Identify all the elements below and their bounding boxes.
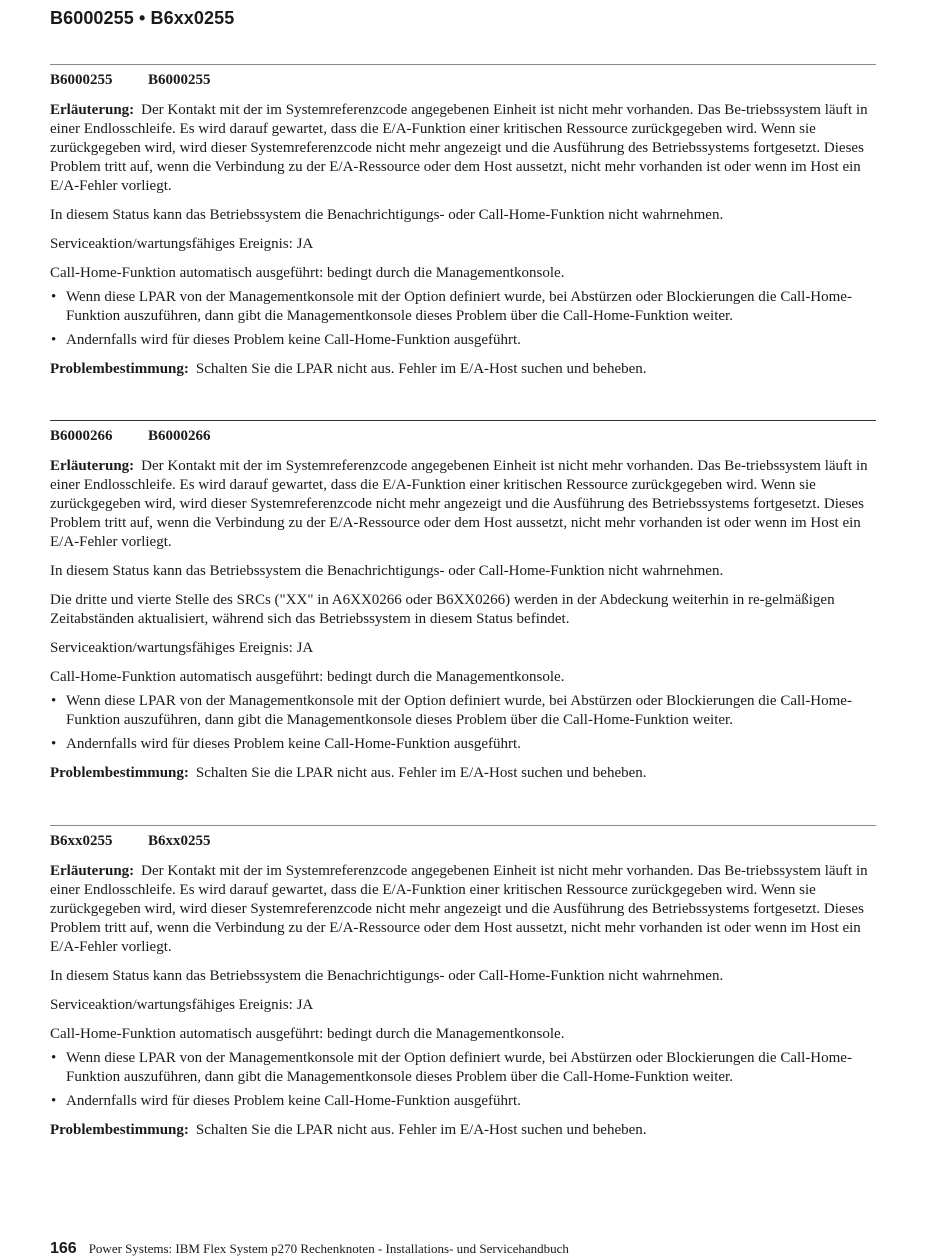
- call-home-note: Call-Home-Funktion automatisch ausgeführt: bedingt durch die Managementkonsole.: [50, 669, 565, 685]
- src-entry-b6000255: [50, 64, 876, 389]
- section-divider: [50, 825, 876, 826]
- explanation-label: Erläuterung:: [50, 458, 135, 474]
- src-code-alt: B6000266: [148, 428, 211, 444]
- list-item: • Andernfalls wird für dieses Problem keine Call-Home-Funktion ausgeführt.: [50, 331, 876, 350]
- list-item: • Andernfalls wird für dieses Problem keine Call-Home-Funktion ausgeführt.: [50, 1092, 876, 1111]
- explanation-text: Der Kontakt mit der im Systemreferenzcode angegebenen Einheit ist nicht mehr vorhanden. Das Be-triebssystem läuft in einer Endlosschleife. Es wird darauf gewartet, dass die E/A-Funktion einer kritischen Ressource zurückgegeben wird. Wenn sie zurückgegeben wird, wird dieser Systemreferenzcode nicht mehr angezeigt und die Ausführung des Betriebssystems fortgesetzt. Dieses Problem tritt auf, wenn die Verbindung zu der E/A-Ressource oder dem Host aussetzt, nicht mehr vorhanden ist oder wenn im Host ein E/A-Fehler vorliegt.: [50, 458, 868, 550]
- explanation-text: Der Kontakt mit der im Systemreferenzcode angegebenen Einheit ist nicht mehr vorhanden. Das Be-triebssystem läuft in einer Endlosschleife. Es wird darauf gewartet, dass die E/A-Funktion einer kritischen Ressource zurückgegeben wird. Wenn sie zurückgegeben wird, wird dieser Systemreferenzcode nicht mehr angezeigt und die Ausführung des Betriebssystems fortgesetzt. Dieses Problem tritt auf, wenn die Verbindung zu der E/A-Ressource oder dem Host aussetzt, nicht mehr vorhanden ist oder wenn im Host ein E/A-Fehler vorliegt.: [50, 863, 868, 955]
- problem-text: Schalten Sie die LPAR nicht aus. Fehler im E/A-Host suchen und beheben.: [195, 361, 647, 377]
- src-code-heading: [50, 71, 876, 90]
- call-home-note: Call-Home-Funktion automatisch ausgeführt: bedingt durch die Managementkonsole.: [50, 265, 565, 281]
- problem-label: Problembestimmung:: [50, 765, 189, 781]
- list-item: • Wenn diese LPAR von der Managementkonsole mit der Option definiert wurde, bei Abstürzen oder Blockierungen die Call-Home-Funktion auszuführen, dann gibt die Managementkonsole dieses Problem über die Call-Home-Funktion weiter.: [50, 1049, 876, 1087]
- list-item: • Wenn diese LPAR von der Managementkonsole mit der Option definiert wurde, bei Abstürzen oder Blockierungen die Call-Home-Funktion auszuführen, dann gibt die Managementkonsole dieses Problem über die Call-Home-Funktion weiter.: [50, 288, 876, 326]
- explanation-label: Erläuterung:: [50, 102, 135, 118]
- problem-label: Problembestimmung:: [50, 1122, 189, 1138]
- src-code-alt: B6000255: [148, 72, 211, 88]
- service-action: Serviceaktion/wartungsfähiges Ereignis: JA: [50, 236, 314, 252]
- problem-text: Schalten Sie die LPAR nicht aus. Fehler im E/A-Host suchen und beheben.: [195, 1122, 647, 1138]
- call-home-list: [50, 288, 876, 350]
- src-update-note: Die dritte und vierte Stelle des SRCs ("XX" in A6XX0266 oder B6XX0266) werden in der Abdeckung weiterhin in re-gelmäßigen Zeitabständen aktualisiert, während sich das Betriebssystem in diesem Status befindet.: [50, 592, 835, 627]
- page-header-title: B6000255 • B6xx0255: [50, 8, 235, 28]
- problem-label: Problembestimmung:: [50, 361, 189, 377]
- status-note: In diesem Status kann das Betriebssystem die Benachrichtigungs- oder Call-Home-Funktion nicht wahrnehmen.: [50, 968, 724, 984]
- explanation-text: Der Kontakt mit der im Systemreferenzcode angegebenen Einheit ist nicht mehr vorhanden. Das Be-triebssystem läuft in einer Endlosschleife. Es wird darauf gewartet, dass die E/A-Funktion einer kritischen Ressource zurückgegeben wird. Wenn sie zurückgegeben wird, wird dieser Systemreferenzcode nicht mehr angezeigt und die Ausführung des Betriebssystems fortgesetzt. Dieses Problem tritt auf, wenn die Verbindung zu der E/A-Ressource oder dem Host aussetzt, nicht mehr vorhanden ist oder wenn im Host ein E/A-Fehler vorliegt.: [50, 102, 868, 194]
- src-code: B6000266: [50, 428, 113, 444]
- explanation-paragraph: [50, 457, 876, 552]
- call-home-list: [50, 1049, 876, 1111]
- status-note: In diesem Status kann das Betriebssystem die Benachrichtigungs- oder Call-Home-Funktion nicht wahrnehmen.: [50, 563, 724, 579]
- src-code: B6000255: [50, 72, 113, 88]
- service-action: Serviceaktion/wartungsfähiges Ereignis: JA: [50, 997, 314, 1013]
- src-entry-b6xx0255: [50, 825, 876, 1150]
- call-home-list: [50, 692, 876, 754]
- explanation-paragraph: [50, 101, 876, 196]
- footer-book-title: Power Systems: IBM Flex System p270 Rechenknoten - Installations- und Servicehandbuch: [88, 1241, 569, 1256]
- list-item: • Andernfalls wird für dieses Problem keine Call-Home-Funktion ausgeführt.: [50, 735, 876, 754]
- src-code-alt: B6xx0255: [148, 833, 211, 849]
- src-entry-b6000266: [50, 420, 876, 793]
- section-divider: [50, 64, 876, 65]
- problem-text: Schalten Sie die LPAR nicht aus. Fehler im E/A-Host suchen und beheben.: [195, 765, 647, 781]
- problem-determination: [50, 360, 876, 379]
- page-footer: [50, 1240, 569, 1258]
- list-item: • Wenn diese LPAR von der Managementkonsole mit der Option definiert wurde, bei Abstürzen oder Blockierungen die Call-Home-Funktion auszuführen, dann gibt die Managementkonsole dieses Problem über die Call-Home-Funktion weiter.: [50, 692, 876, 730]
- section-divider: [50, 420, 876, 421]
- problem-determination: [50, 1121, 876, 1140]
- problem-determination: [50, 764, 876, 783]
- src-code-heading: [50, 427, 876, 446]
- explanation-paragraph: [50, 862, 876, 957]
- page-number: 166: [50, 1240, 77, 1257]
- status-note: In diesem Status kann das Betriebssystem die Benachrichtigungs- oder Call-Home-Funktion nicht wahrnehmen.: [50, 207, 724, 223]
- call-home-note: Call-Home-Funktion automatisch ausgeführt: bedingt durch die Managementkonsole.: [50, 1026, 565, 1042]
- src-code-heading: [50, 832, 876, 851]
- service-action: Serviceaktion/wartungsfähiges Ereignis: JA: [50, 640, 314, 656]
- explanation-label: Erläuterung:: [50, 863, 135, 879]
- src-code: B6xx0255: [50, 833, 113, 849]
